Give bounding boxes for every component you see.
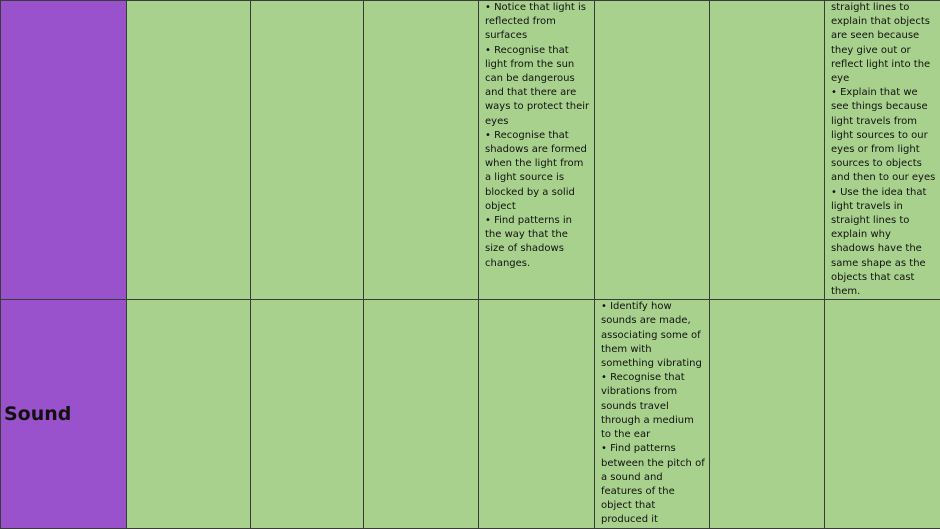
empty-cell: [127, 1, 251, 300]
list-item: • Identify how sounds are made, associating some of them with something vibrating: [601, 300, 705, 371]
light-objective-cell: [479, 1, 595, 300]
light-upper-objective-cell: [825, 1, 940, 300]
topic-cell-light: [1, 1, 127, 300]
empty-cell: [364, 1, 479, 300]
list-item: • Recognise that vibrations from sounds travel through a medium to the ear: [601, 371, 705, 442]
sound-objective-list: [595, 300, 709, 527]
empty-cell: [364, 300, 479, 528]
topic-label: Sound: [1, 403, 126, 425]
empty-cell: [710, 300, 825, 528]
list-item: • Use the idea that light travels in straight lines to explain why shadows have the same shape as the objects that cast them.: [831, 186, 936, 300]
empty-cell: [595, 1, 710, 300]
list-item: straight lines to explain that objects are seen because they give out or reflect light into the eye: [831, 1, 936, 86]
list-item: • Recognise that shadows are formed when the light from a light source is blocked by a solid object: [485, 129, 590, 214]
light-objective-list: [479, 1, 594, 271]
list-item: • Recognise that light from the sun can be dangerous and that there are ways to protect their eyes: [485, 44, 590, 129]
empty-cell: [251, 300, 364, 528]
topic-cell-sound: [1, 300, 127, 528]
empty-cell: [127, 300, 251, 528]
empty-cell: [479, 300, 595, 528]
list-item: • Explain that we see things because light travels from light sources to our eyes or from light sources to objects and then to our eyes: [831, 86, 936, 185]
empty-cell: [710, 1, 825, 300]
empty-cell: [251, 1, 364, 300]
sound-objective-cell: [595, 300, 710, 528]
empty-cell: [825, 300, 940, 528]
table-row-light: [1, 1, 940, 300]
list-item: • Notice that light is reflected from surfaces: [485, 1, 590, 44]
light-upper-objective-list: [825, 1, 940, 299]
list-item: • Find patterns in the way that the size of shadows changes.: [485, 214, 590, 271]
table-row-sound: [1, 300, 940, 528]
list-item: • Find patterns between the pitch of a sound and features of the object that produced it: [601, 442, 705, 527]
